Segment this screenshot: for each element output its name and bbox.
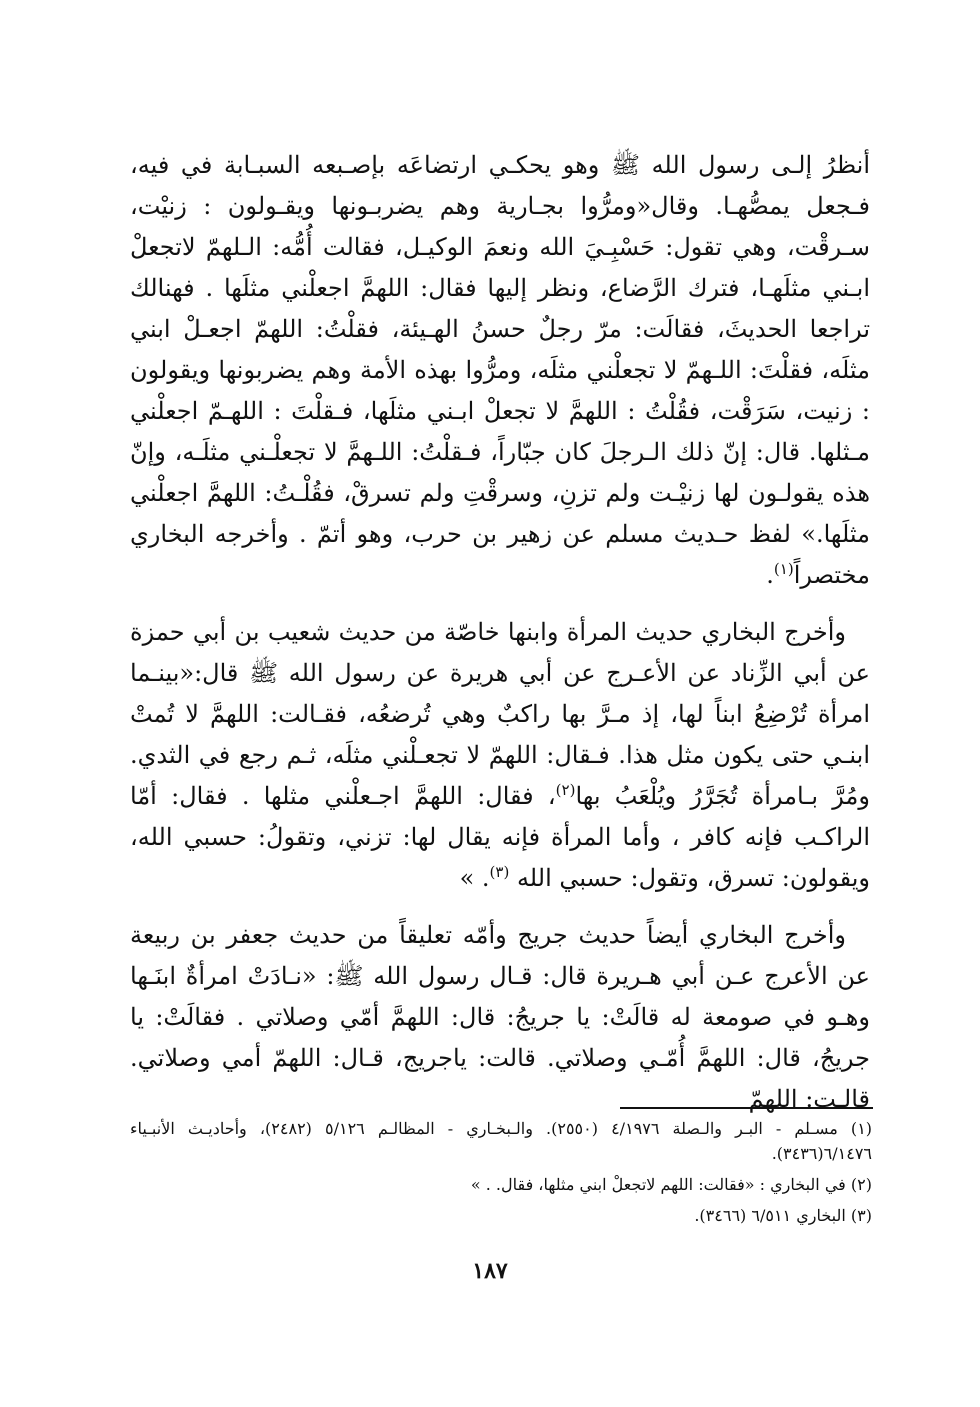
page-number: ١٨٧ bbox=[472, 1258, 508, 1284]
footnote-1: (١) مسـلم - البـر والـصلة ٤/١٩٧٦ (٢٥٥٠). والـبخـاري - المظالـم ٥/١٢٦ (٢٤٨٢)، وأحاديـث الأنبـياء ٦/١٤٧٦(٣٤٣٦). bbox=[130, 1119, 873, 1163]
footnote-separator bbox=[620, 1107, 873, 1109]
paragraph-2-mid: ، فقال: اللهمَّ اجـعلْني مثلها . فقال: أمّا الراكـب فإنه كافر ، وأما المرأة فإنه يقال لها: تزني، وتقولُ: حسبي الله، ويقولون: تسرق، وتقول: حسبي الله bbox=[130, 782, 870, 892]
footnote-3: (٣) البخاري ٦/٥١١ (٣٤٦٦). bbox=[694, 1206, 872, 1225]
paragraph-2-end: . » bbox=[459, 864, 490, 892]
paragraph-1-text: أنظرُ إلـى رسول الله ﷺ وهو يحكـي ارتضاعَه بإصـبعه السبـابة في فيه، فـجعل يمصُّهـا. وقال«ومرُّوا بجـارية وهم يضربـونها ويقـولون : زنيْت، سـرقْت، وهي تقول: حَسْبِـيَ الله ونعمَ الوكيـل، فقالت أُمُّه: الـلهمّ لاتجعلْ ابـني مثلَهـا، فترك الرَّضاع، ونظر إليها فقال: اللهمَّ اجعلْني مثلَها . فهنالك تراجعا الحديثَ، فقالَت: مرّ رجلٌ حسنُ الهـيئة، فقلْتُ: اللهمّ اجعـلْ ابني مثلَه، فقلْتَ: اللـهمّ لا تجعلْني مثلَه، ومرُّوا بهذه الأمة وهم يضربونها ويقولون : زنيت، سَرَقْت، فقُلْتُ : اللهمَّ لا تجعلْ ابـني مثلَها، فـقلْتَ : اللهـمّ اجعلْني مـثلها. قال: إنّ ذلك الـرجلَ كان جبّاراً، فـقلْتُ: اللـهمَّ لا تجعلْـني مثلَـه، وإنّ هذه يقولـون لها زنيْـت ولم تزنِ، وسرقْتِ ولم تسرقْ، فقُلْـتُ: اللهمَّ اجعلْني مثلَها.» لفظ حـديث مسلم عن زهير بن حرب، وهو أتمّ . وأخرجه البخاري مختصراً bbox=[130, 151, 870, 589]
footnote-ref-3: (٣) bbox=[489, 863, 510, 881]
footnote-2: (٢) في البخاري : «فقالت: اللهم لاتجعلْ ابني مثلها، فقال. . » bbox=[470, 1175, 872, 1194]
main-text bbox=[130, 145, 870, 1120]
paragraph-2 bbox=[130, 612, 870, 899]
footnote-ref-2: (٢) bbox=[555, 781, 576, 799]
paragraph-1-end: . bbox=[766, 561, 774, 589]
paragraph-3-text: وأخرج البخاري أيضاً حديث جريج وأمّه تعليقاً من حديث جعفر بن ربيعة عن الأعرج عـن أبي هـريرة قال: قـال رسول الله ﷺ: «نـادَتْ امرأةٌ ابنَـها وهـو في صومعة له قالَتْ: يا جريجُ: قال: اللهمَّ أمّي وصلاتي . فقالَتْ: يا جريجُ، قال: اللهمَّ أُمّـي وصلاتي. قالت: ياجريج، قـال: اللهمّ أمي وصلاتي. قالـت: اللهمّ bbox=[130, 921, 870, 1113]
paragraph-1 bbox=[130, 145, 870, 596]
footnotes bbox=[130, 1116, 872, 1228]
paragraph-3 bbox=[130, 915, 870, 1120]
paragraph-2-text: وأخرج البخاري حديث المرأة وابنها خاصّة من حديث شعيب بن أبي حمزة عن أبي الزِّناد عن الأعـرج عن أبي هريرة عن رسول الله ﷺ قال:«بينـما امرأة تُرْضِعُ ابناً لها، إذ مـرَّ بها راكبٌ وهي تُرضعُه، فقـالت: اللهمَّ لا تُمتْ ابنـي حتى يكون مثل هذا. فـقال: اللهمّ لا تجعـلْني مثلَه، ثـم رجع في الثدي. ومُرَّ بـامرأة تُجَرَّرُ ويُلْعَبُ بها bbox=[130, 618, 870, 810]
footnote-ref-1: (١) bbox=[773, 560, 794, 578]
